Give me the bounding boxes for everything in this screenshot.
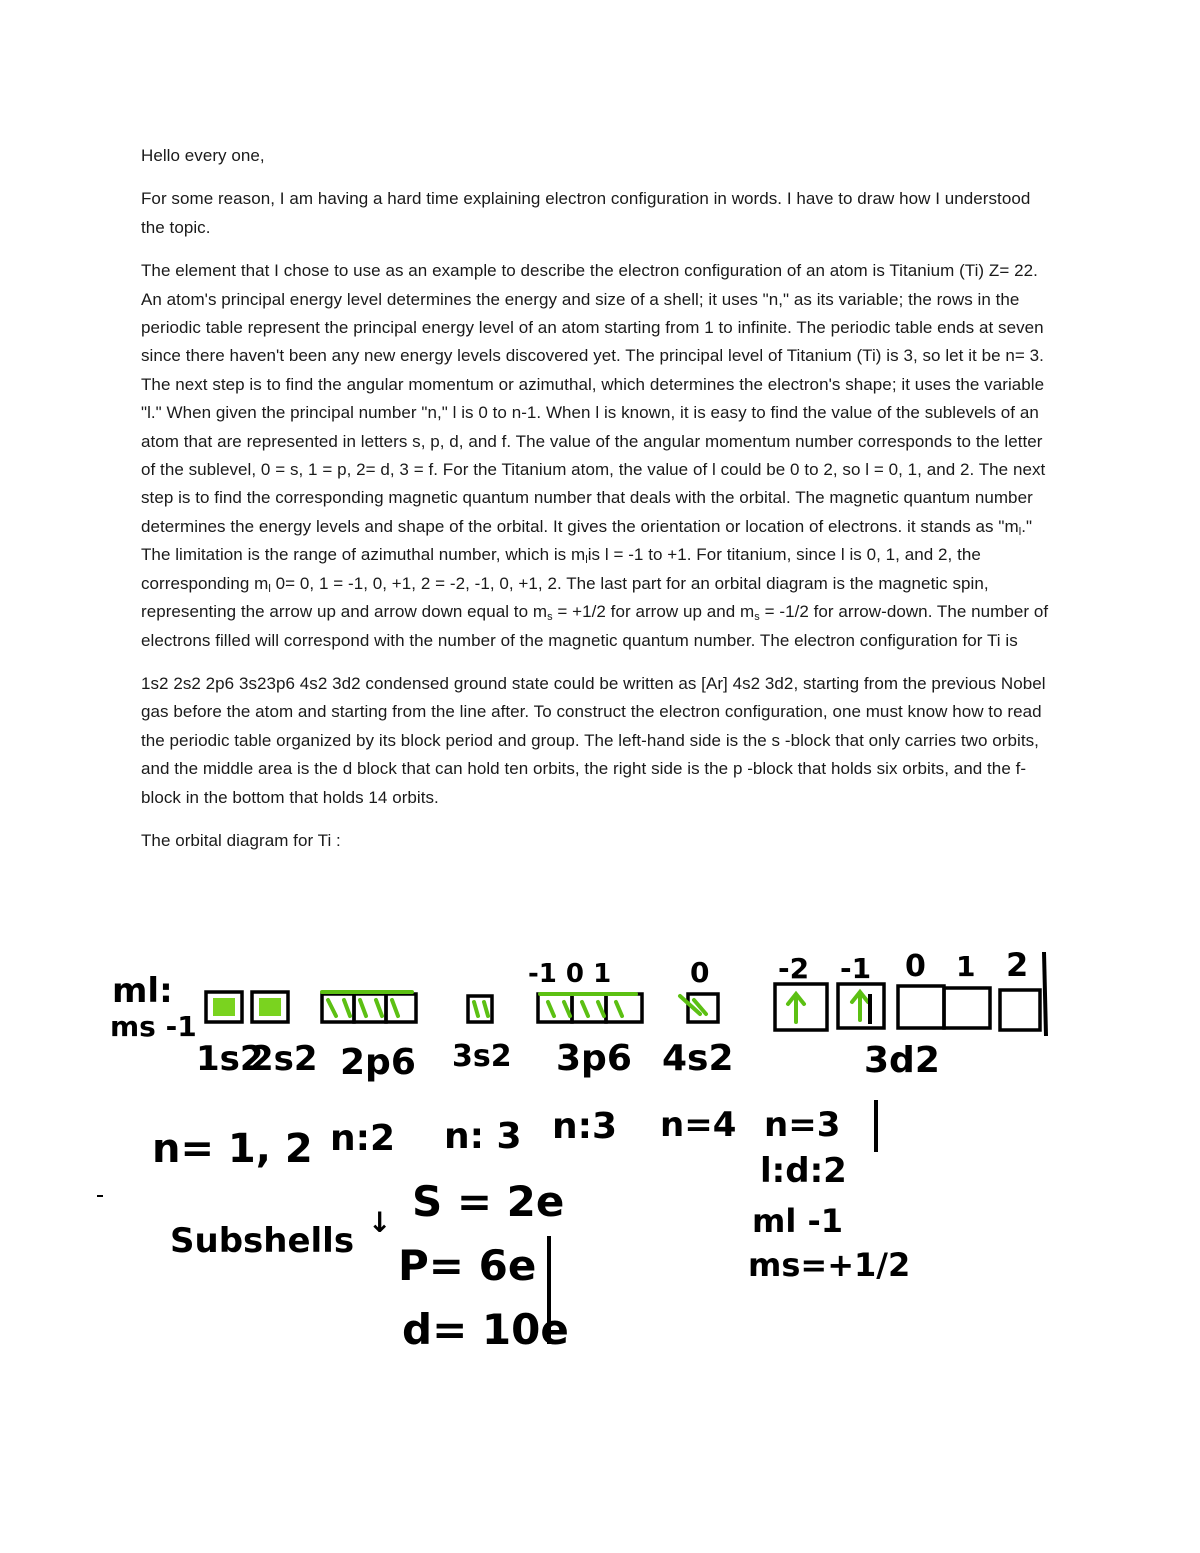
orbital-2s: [252, 992, 288, 1022]
top-4s-ml: 0: [690, 956, 710, 989]
right-n: n=3: [764, 1105, 841, 1145]
sublevel-4s: 4s2: [662, 1038, 734, 1079]
n-value-4: n:3: [552, 1106, 618, 1147]
right-ms: ms=+1/2: [748, 1246, 911, 1284]
top-3d-ml-4: 1: [956, 950, 976, 983]
s-electrons: S = 2e: [412, 1177, 565, 1226]
n-value-5: n=4: [660, 1105, 737, 1145]
orbital-diagram-caption: The orbital diagram for Ti :: [141, 830, 341, 850]
right-ml: ml -1: [752, 1202, 843, 1240]
margin-dash: [97, 1195, 103, 1197]
sublevel-1s: 1s2: [196, 1039, 264, 1079]
top-3d-ml-3: 0: [905, 949, 926, 984]
p-electrons: P= 6e: [398, 1241, 537, 1290]
orbital-3p: [538, 994, 642, 1022]
document-body: [141, 142, 1056, 870]
explanation-paragraph: The element that I chose to use as an example to describe the electron configuration of an atom is Titanium (Ti) Z= 22. An atom's principal energy level determines the energy and size of a shell; it uses "n," as its variable; the rows in the periodic table represent the principal energy level of an atom starting from 1 to infinite. The periodic table ends at seven since there haven't been any new energy levels discovered yet. The principal level of Titanium (Ti) is 3, so let it be n= 3. The next step is to find the angular momentum or azimuthal, which determines the electron's shape; it uses the variable "l." When given the principal number "n," l is 0 to n-1. When l is known, it is easy to find the value of the sublevels of an atom that are represented in letters s, p, d, and f. The value of the angular momentum number corresponds to the letter of the sublevel, 0 = s, 1 = p, 2= d, 3 = f. For the Titanium atom, the value of l could be 0 to 2, so l = 0, 1, and 2. The next step is to find the corresponding magnetic quantum number that deals with the orbital. The magnetic quantum number determines the energy levels and shape of the orbital. It gives the orientation or location of electrons. it stands as "$m_l$." The limitation is the range of azimuthal number, which is $m_lis$ l = -1 to +1. For titanium, since l is 0, 1, and 2, the corresponding $m_l$ 0= 0, 1 = -1, 0, +1, 2 = -2, -1, 0, +1, 2. The last part for an orbital diagram is the magnetic spin, representing the arrow up and arrow down equal to $m_s = +1/2$ for arrow up and $m_s = -1/2$ for arrow-down. The number of electrons filled will correspond with the number of the magnetic quantum number. The electron configuration for Ti is: [141, 261, 1049, 650]
top-3d-ml-2: -1: [840, 952, 872, 985]
d-electrons: d= 10e: [402, 1305, 569, 1354]
arrow-mark: ↓: [368, 1206, 392, 1239]
configuration-paragraph: 1s2 2s2 2p6 3s23p6 4s2 3d2 condensed ground state could be written as [Ar] 4s2 3d2, starting from the previous Nobel gas before the atom and starting from the line after. To construct the electron configuration, one must know how to read the periodic table organized by its block period and group. The left-hand side is the s -block that only carries two orbits, and the middle area is the d block that can hold ten orbits, the right side is the p -block that holds six orbits, and the f- block in the bottom that holds 14 orbits.: [141, 673, 1046, 807]
right-l: l:d:2: [760, 1151, 847, 1191]
orbital-4s: [680, 994, 718, 1022]
orbital-3s: [468, 996, 492, 1022]
ml-label: ml:: [112, 971, 173, 1011]
sublevel-3d: 3d2: [864, 1040, 940, 1081]
orbital-3d: [775, 984, 1040, 1030]
top-3p-ml: -1 0 1: [528, 959, 612, 989]
sublevel-3p: 3p6: [556, 1038, 632, 1079]
subshells-label: Subshells: [170, 1221, 355, 1261]
intro-paragraph: For some reason, I am having a hard time explaining electron configuration in words. I have to draw how I understood the topic.: [141, 189, 1031, 237]
greeting: Hello every one,: [141, 146, 265, 165]
top-3d-ml-1: -2: [778, 952, 810, 985]
n-value-3: n: 3: [444, 1116, 522, 1157]
ms-label: ms -1: [110, 1010, 197, 1043]
top-3d-ml-5: 2: [1006, 946, 1029, 984]
sublevel-2s: 2s2: [250, 1039, 318, 1079]
sublevel-3s: 3s2: [452, 1039, 512, 1074]
ink-bar: [1044, 952, 1046, 1036]
orbital-2p: [322, 992, 416, 1022]
n-value-2: n:2: [330, 1118, 396, 1159]
sublevel-2p: 2p6: [340, 1042, 416, 1083]
n-value-1: n= 1, 2: [152, 1126, 313, 1172]
orbital-1s: [206, 992, 242, 1022]
handwritten-orbital-diagram: [0, 940, 1200, 1360]
